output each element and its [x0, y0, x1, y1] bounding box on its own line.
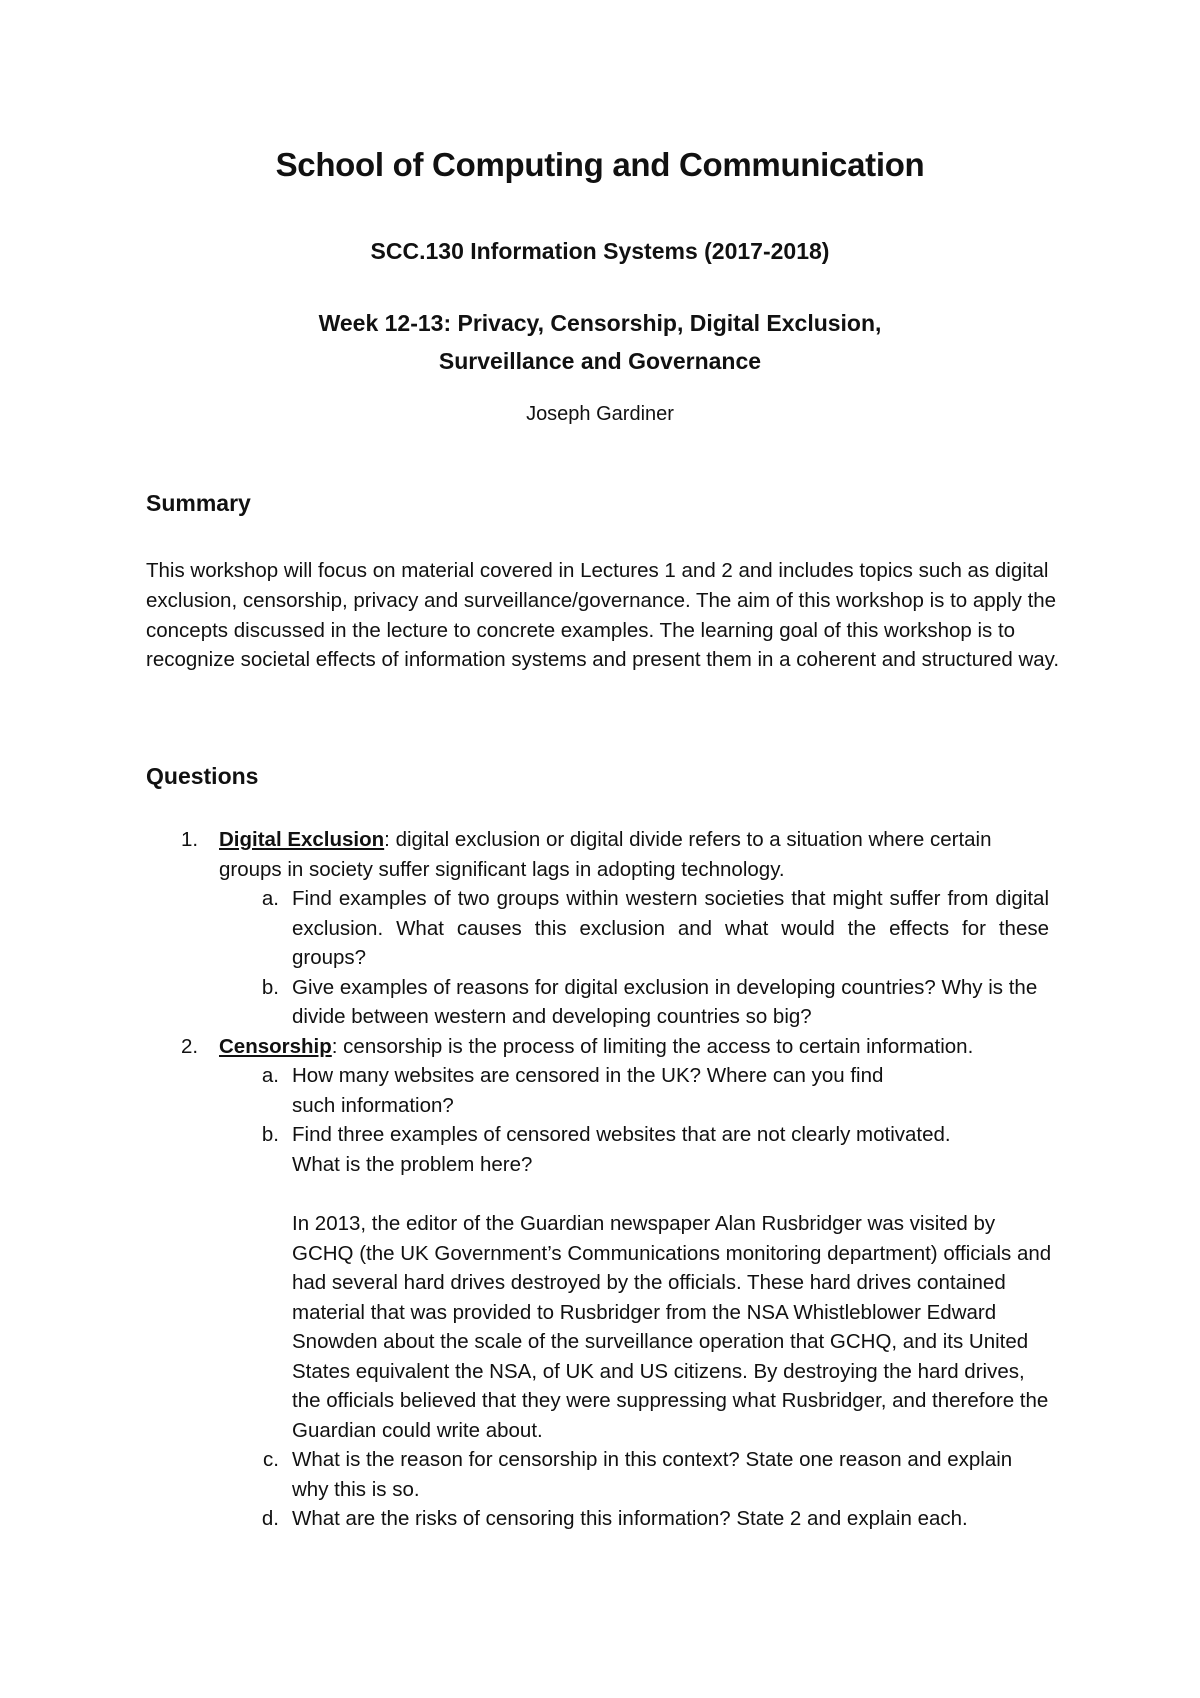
subquestion-letter: b. [261, 975, 279, 999]
subquestion-text: Find three examples of censored websites that are not clearly motivated. What is the problem here? [292, 1123, 951, 1176]
subquestion-text: What are the risks of censoring this information? State 2 and explain each. [292, 1507, 968, 1530]
subquestion-2c [263, 1445, 1032, 1504]
subquestion-2d [261, 1504, 1049, 1534]
subquestion-text: How many websites are censored in the UK? Where can you find such information? [292, 1064, 884, 1117]
subquestion-letter: d. [261, 1507, 279, 1530]
subquestion-text: Give examples of reasons for digital exclusion in developing countries? Why is the divide between western and developing countries so big? [292, 975, 1038, 1028]
question-number: 1. [181, 828, 199, 851]
document-title: School of Computing and Communication [275, 146, 925, 183]
summary-heading: Summary [146, 490, 251, 516]
subquestion-list [261, 1061, 1052, 1534]
author-name: Joseph Gardiner [526, 403, 674, 425]
questions-heading: Questions [146, 763, 259, 789]
subquestion-text: What is the reason for censorship in this context? State one reason and explain why this is so. [292, 1448, 1013, 1501]
subquestion-2a [261, 1061, 932, 1120]
question-number: 2. [181, 1034, 199, 1058]
subquestion-list [261, 884, 1049, 1032]
subquestion-text: Find examples of two groups within western societies that might suffer from digital exclusion. What causes this exclusion and what would the effects for these groups? [292, 887, 1049, 969]
subquestion-letter: b. [261, 1123, 279, 1146]
subquestion-letter: a. [261, 1064, 279, 1087]
summary-paragraph: This workshop will focus on material covered in Lectures 1 and 2 and includes topics such as digital exclusion, censorship, privacy and surveillance/governance. The aim of this workshop is to apply the concepts discussed in the lecture to concrete examples. The learning goal of this workshop is to recognize societal effects of information systems and present them in a coherent and structured way. [146, 559, 1060, 672]
week-title [0, 304, 1200, 380]
subquestion-1b [261, 973, 1049, 1032]
censorship-passage: In 2013, the editor of the Guardian newspaper Alan Rusbridger was visited by GCHQ (the UK Government’s Communications monitoring department) officials and had several hard drives destroyed by the officials. These hard drives contained material that was provided to Rusbridger from the NSA Whistleblower Edward Snowden about the scale of the surveillance operation that GCHQ, and its United States equivalent the NSA, of UK and US citizens. By destroying the hard drives, the officials believed that they were suppressing what Rusbridger, and therefore the Guardian could write about. [292, 1212, 1052, 1442]
question-2 [146, 1032, 1052, 1534]
spacer [292, 1179, 1049, 1209]
question-1 [146, 825, 1049, 1032]
subquestion-letter: c. [263, 1448, 279, 1471]
week-title-line-1: Week 12-13: Privacy, Censorship, Digital Exclusion, [318, 310, 882, 336]
week-title-line-2: Surveillance and Governance [438, 348, 762, 374]
question-term: Digital Exclusion [219, 828, 385, 851]
course-title: SCC.130 Information Systems (2017-2018) [370, 238, 830, 264]
questions-list [146, 825, 1052, 1534]
question-text: : censorship is the process of limiting the access to certain information. [331, 1034, 974, 1058]
question-text: : digital exclusion or digital divide refers to a situation where certain groups in society suffer significant lags in adopting technology. [219, 828, 992, 881]
subquestion-1a [261, 884, 1049, 973]
subquestion-2b [261, 1120, 992, 1179]
subquestion-letter: a. [261, 887, 279, 910]
question-term: Censorship [219, 1034, 332, 1058]
